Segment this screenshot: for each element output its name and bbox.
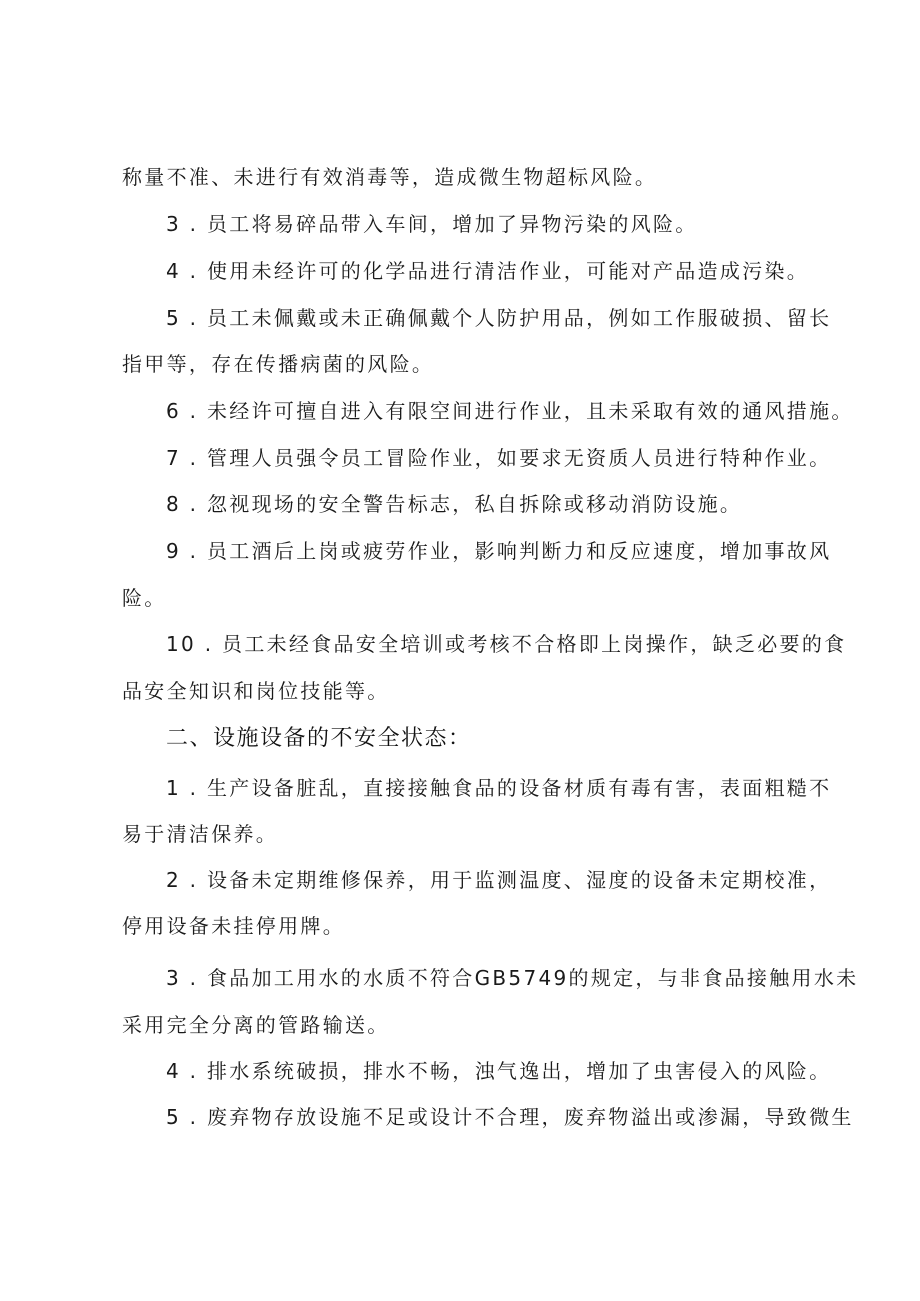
- list-item-2-continuation: 停用设备未挂停用牌。: [122, 914, 345, 938]
- list-item-7: 7 . 管理人员强令员工冒险作业，如要求无资质人员进行特种作业。: [166, 446, 832, 470]
- list-item-3-b: 3 . 食品加工用水的水质不符合GB5749的规定，与非食品接触用水未: [166, 966, 859, 990]
- section-heading: 二、设施设备的不安全状态：: [166, 726, 472, 751]
- list-item-6: 6 . 未经许可擅自进入有限空间进行作业，且未采取有效的通风措施。: [166, 399, 854, 423]
- list-item-3-b-continuation: 采用完全分离的管路输送。: [122, 1013, 390, 1037]
- list-item-9-continuation: 险。: [122, 586, 167, 610]
- list-item-2: 2 . 设备未定期维修保养，用于监测温度、湿度的设备未定期校准，: [166, 868, 832, 892]
- list-item-4-b: 4 . 排水系统破损，排水不畅，浊气逸出，增加了虫害侵入的风险。: [166, 1059, 832, 1083]
- list-item-5-b: 5 . 废弃物存放设施不足或设计不合理，废弃物溢出或渗漏，导致微生: [166, 1105, 854, 1129]
- list-item-10-continuation: 品安全知识和岗位技能等。: [122, 679, 390, 703]
- list-item-3: 3 . 员工将易碎品带入车间，增加了异物污染的风险。: [166, 212, 698, 236]
- list-item-1: 1 . 生产设备脏乱，直接接触食品的设备材质有毒有害，表面粗糙不: [166, 776, 832, 800]
- body-text-line: 称量不准、未进行有效消毒等，造成微生物超标风险。: [122, 165, 658, 189]
- list-item-4: 4 . 使用未经许可的化学品进行清洁作业，可能对产品造成污染。: [166, 259, 810, 283]
- list-item-5: 5 . 员工未佩戴或未正确佩戴个人防护用品，例如工作服破损、留长: [166, 306, 832, 330]
- list-item-8: 8 . 忽视现场的安全警告标志，私自拆除或移动消防设施。: [166, 492, 743, 516]
- list-item-5-continuation: 指甲等，存在传播病菌的风险。: [122, 352, 435, 376]
- list-item-1-continuation: 易于清洁保养。: [122, 822, 279, 846]
- list-item-10: 10 . 员工未经食品安全培训或考核不合格即上岗操作，缺乏必要的食: [166, 632, 847, 656]
- list-item-9: 9 . 员工酒后上岗或疲劳作业，影响判断力和反应速度，增加事故风: [166, 539, 832, 563]
